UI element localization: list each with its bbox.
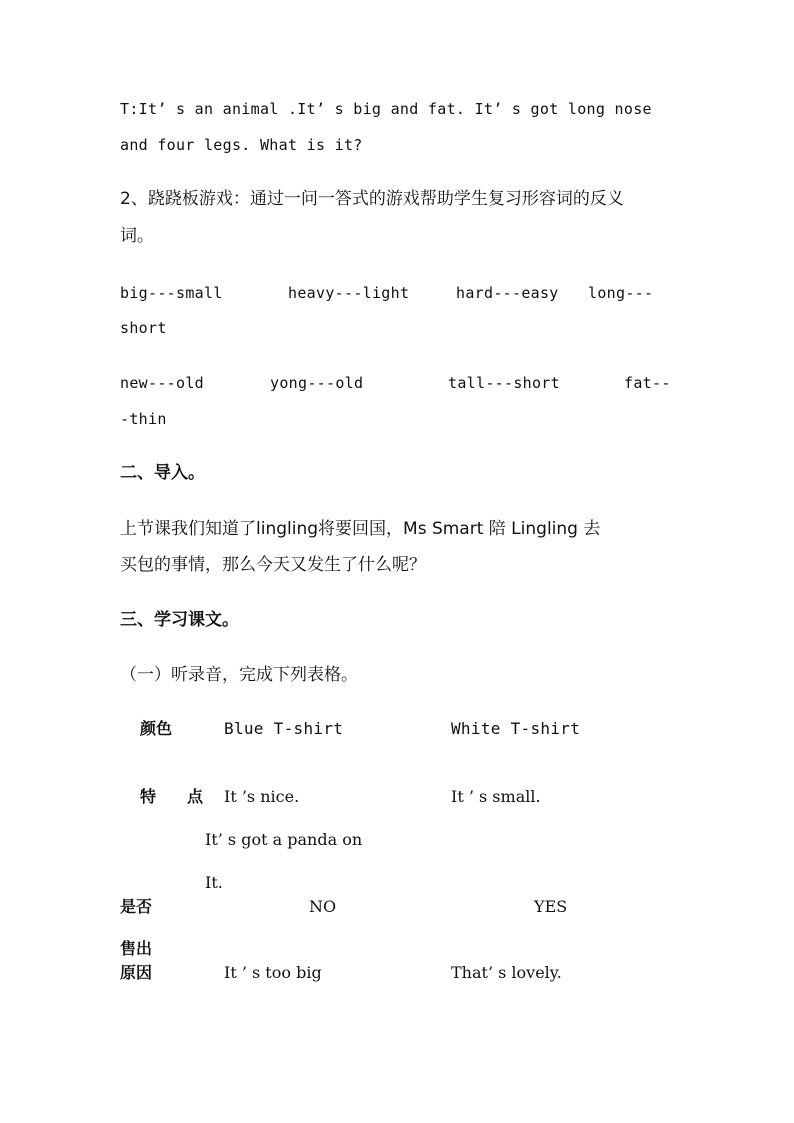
- table-sold-white: YES: [534, 897, 568, 916]
- section-3-heading: 三、学习课文。: [120, 610, 239, 630]
- table-sold-blue: NO: [309, 897, 337, 916]
- intro-line-2: and four legs. What is it?: [120, 136, 363, 154]
- table-label-sold-a: 是否: [120, 897, 153, 916]
- table-reason-blue: It ’ s too big: [224, 963, 322, 982]
- table-label-sold-b: 售出: [120, 939, 153, 958]
- table-feature-white: It ’ s small.: [451, 787, 541, 806]
- antonym-long: long---: [588, 284, 654, 302]
- table-label-reason: 原因: [120, 963, 153, 982]
- seesaw-line-2: 词。: [120, 226, 154, 246]
- intro-line-1: T:It’ s an animal .It’ s big and fat. It’ s got long nose: [120, 100, 652, 118]
- table-col-blue: Blue T-shirt: [224, 719, 344, 738]
- antonym-new-old: new---old: [120, 374, 204, 392]
- table-feature-blue-2: It’ s got a panda on: [205, 830, 363, 849]
- antonym-fat: fat--: [624, 374, 671, 392]
- antonym-yong-old: yong---old: [270, 374, 364, 392]
- antonym-tall-short: tall---short: [448, 374, 560, 392]
- antonym-heavy-light: heavy---light: [288, 284, 410, 302]
- antonym-thin-wrap: -thin: [120, 410, 167, 428]
- section-3-sub: （一）听录音，完成下列表格。: [120, 665, 358, 685]
- antonym-short-wrap: short: [120, 319, 167, 337]
- table-reason-white: That’ s lovely.: [451, 963, 562, 982]
- table-col-white: White T-shirt: [451, 719, 581, 738]
- table-label-color: 颜色: [140, 719, 173, 738]
- table-feature-blue-3: It.: [205, 873, 223, 892]
- antonym-big-small: big---small: [120, 284, 223, 302]
- table-label-feature-a: 特: [140, 787, 157, 806]
- section-2-heading: 二、导入。: [120, 463, 205, 483]
- section-2-line-1: 上节课我们知道了lingling将要回国，Ms Smart 陪 Lingling 去: [120, 519, 601, 539]
- antonym-hard-easy: hard---easy: [456, 284, 559, 302]
- table-label-feature-b: 点: [187, 787, 204, 806]
- seesaw-line-1: 2、跷跷板游戏：通过一问一答式的游戏帮助学生复习形容词的反义: [120, 189, 624, 209]
- section-2-line-2: 买包的事情，那么今天又发生了什么呢？: [120, 555, 426, 575]
- table-feature-blue-1: It ’s nice.: [224, 787, 300, 806]
